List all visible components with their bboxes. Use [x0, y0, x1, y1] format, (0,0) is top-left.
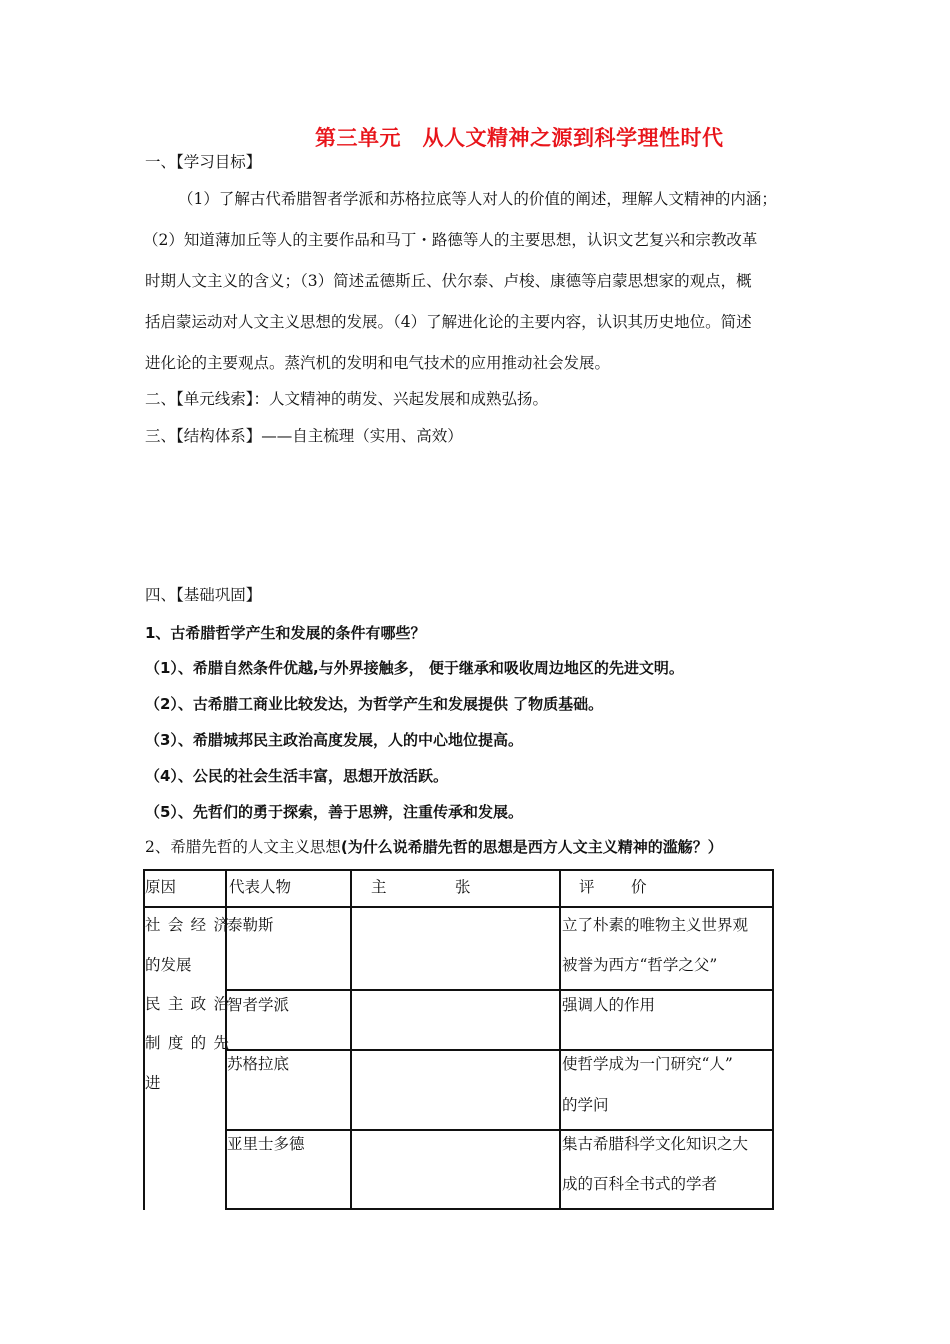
cause-line-1: 社 会 经 济 [145, 916, 229, 934]
header-person: 代表人物 [229, 878, 292, 896]
table-header-rule [143, 906, 774, 908]
question-1: 1、古希腊哲学产生和发展的条件有哪些？ [145, 624, 426, 642]
person-aristotle: 亚里士多德 [227, 1135, 305, 1153]
header-eval-2: 价 [631, 878, 647, 896]
table-border-bottom [225, 1208, 774, 1210]
table-divider-claim [559, 869, 561, 1210]
answer-1: （1）、希腊自然条件优越,与外界接触多， 便于继承和吸收周边地区的先进文明。 [145, 659, 684, 677]
objectives-line-1: （1）了解古代希腊智者学派和苏格拉底等人对人的价值的阐述，理解人文精神的内涵； [178, 190, 777, 208]
table-divider-person [350, 869, 352, 1210]
eval-aristotle-1: 集古希腊科学文化知识之大 [562, 1135, 749, 1153]
objectives-line-2: （2）知道薄加丘等人的主要作品和马丁・路德等人的主要思想，认识文艺复兴和宗教改革 [143, 231, 758, 249]
cause-line-5: 进 [145, 1074, 161, 1092]
philosophers-table [143, 869, 774, 1210]
answer-4: （4）、公民的社会生活丰富，思想开放活跃。 [145, 767, 448, 785]
objectives-line-3: 时期人文主义的含义；（3）简述孟德斯丘、伏尔泰、卢梭、康德等启蒙思想家的观点，概 [145, 272, 752, 290]
cause-line-2: 的发展 [145, 956, 192, 974]
eval-socrates-2: 的学问 [562, 1096, 609, 1114]
eval-aristotle-2: 成的百科全书式的学者 [562, 1175, 718, 1193]
table-border-right [772, 869, 774, 1210]
answer-5: （5）、先哲们的勇于探索，善于思辨，注重传承和发展。 [145, 803, 523, 821]
eval-socrates-1: 使哲学成为一门研究“人” [562, 1055, 733, 1073]
eval-sophists-1: 强调人的作用 [562, 996, 656, 1014]
cause-line-4: 制 度 的 先 [145, 1034, 229, 1052]
header-claim-2: 张 [455, 878, 471, 896]
table-row-rule-3 [225, 1129, 774, 1131]
person-socrates: 苏格拉底 [227, 1055, 290, 1073]
eval-thales-1: 立了朴素的唯物主义世界观 [562, 916, 749, 934]
answer-2: （2）、古希腊工商业比较发达，为哲学产生和发展提供 了物质基础。 [145, 695, 604, 713]
table-row-rule-1 [225, 989, 774, 991]
table-row-rule-2 [225, 1049, 774, 1051]
objectives-line-4: 括启蒙运动对人文主义思想的发展。（4）了解进化论的主要内容，认识其历史地位。简述 [145, 313, 752, 331]
question-2 [145, 836, 723, 858]
structure-system: 三、【结构体系】——自主梳理（实用、高效） [145, 427, 463, 445]
cause-line-3: 民 主 政 治 [145, 995, 229, 1013]
objectives-line-5: 进化论的主要观点。蒸汽机的发明和电气技术的应用推动社会发展。 [145, 354, 611, 372]
question-2-prefix: 2、希腊先哲的人文主义思想 [145, 838, 341, 856]
objectives-heading: 一、【学习目标】 [145, 153, 262, 171]
person-thales: 泰勒斯 [227, 916, 274, 934]
header-cause: 原因 [145, 878, 177, 896]
question-2-bold: (为什么说希腊先哲的思想是西方人文主义精神的滥觞？） [340, 838, 723, 856]
answer-3: （3）、希腊城邦民主政治高度发展，人的中心地位提高。 [145, 731, 523, 749]
person-sophists: 智者学派 [227, 996, 290, 1014]
header-claim-1: 主 [371, 878, 387, 896]
unit-clue: 二、【单元线索】：人文精神的萌发、兴起发展和成熟弘扬。 [145, 390, 549, 408]
table-border-top [143, 869, 774, 871]
header-eval-1: 评 [579, 878, 595, 896]
unit-title: 第三单元 从人文精神之源到科学理性时代 [315, 126, 724, 150]
basics-heading: 四、【基础巩固】 [145, 586, 262, 604]
eval-thales-2: 被誉为西方“哲学之父” [562, 956, 718, 974]
